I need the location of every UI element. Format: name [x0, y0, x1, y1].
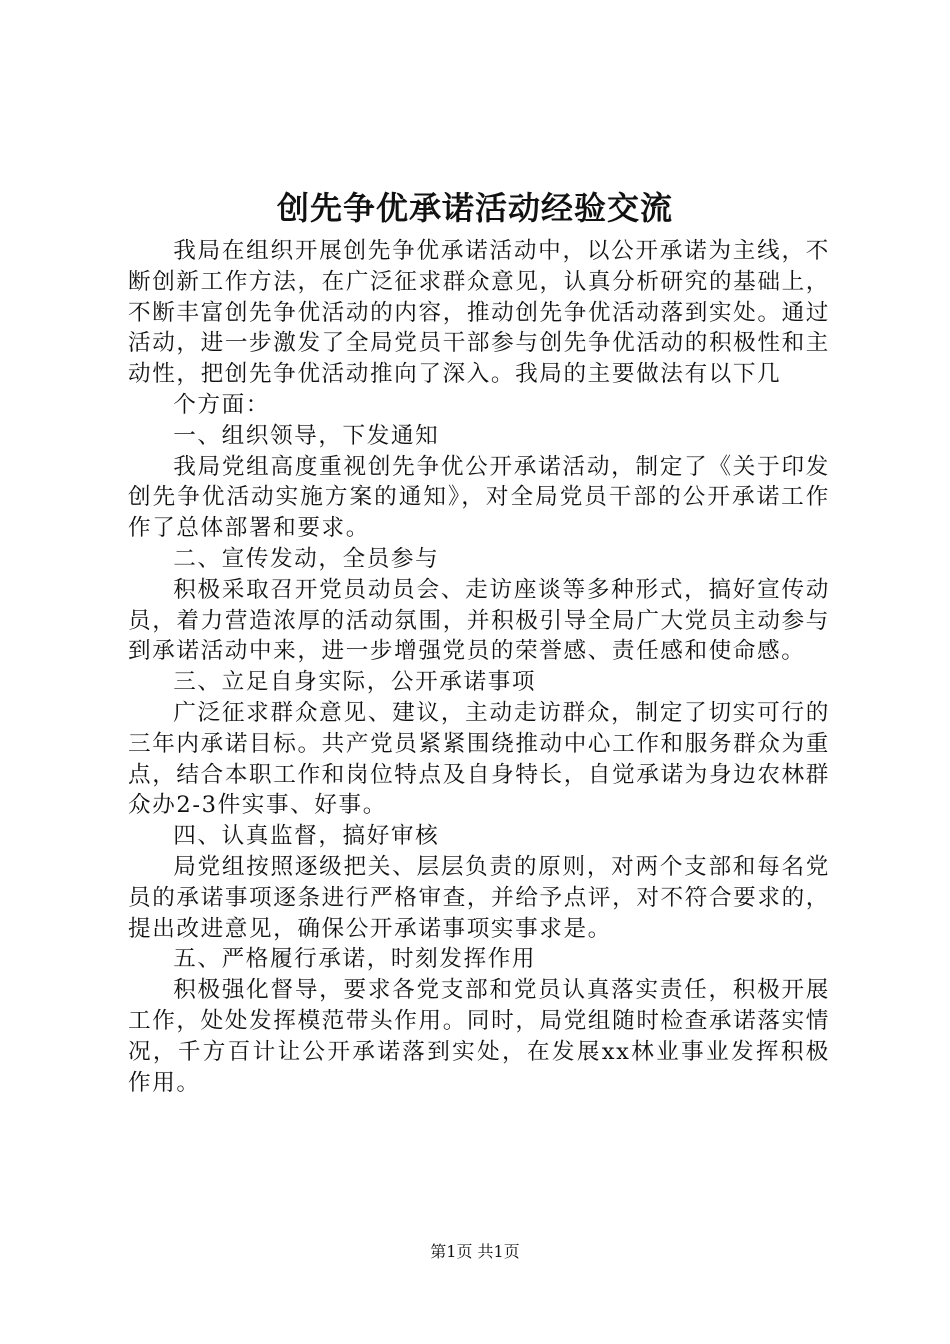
section-paragraph-5: 积极强化督导，要求各党支部和党员认真落实责任，积极开展工作，处处发挥模范带头作用。同时，局党组随时检查承诺落实情况，千方百计让公开承诺落到实处，在发展xx林业事业发挥积极作用。	[128, 977, 830, 1096]
section-paragraph-3: 广泛征求群众意见、建议，主动走访群众，制定了切实可行的三年内承诺目标。共产党员紧紧围绕推动中心工作和服务群众为重点，结合本职工作和岗位特点及自身特长，自觉承诺为身边农林群众办2-3件实事、好事。	[128, 699, 830, 819]
document-title: 创先争优承诺活动经验交流	[276, 189, 673, 227]
paragraph-intro-continued: 个方面：	[173, 391, 270, 418]
page-number-footer: 第1页 共1页	[430, 1242, 520, 1261]
paragraph-intro: 我局在组织开展创先争优承诺活动中，以公开承诺为主线，不断创新工作方法，在广泛征求群众意见，认真分析研究的基础上，不断丰富创先争优活动的内容，推动创先争优活动落到实处。通过活动，进一步激发了全局党员干部参与创先争优活动的积极性和主动性，把创先争优活动推向了深入。我局的主要做法有以下几	[128, 238, 830, 388]
section-paragraph-1: 我局党组高度重视创先争优公开承诺活动，制定了《关于印发创先争优活动实施方案的通知》，对全局党员干部的公开承诺工作作了总体部署和要求。	[128, 453, 830, 542]
section-heading-2: 二、宣传发动，全员参与	[173, 545, 440, 572]
section-heading-3: 三、立足自身实际，公开承诺事项	[173, 669, 537, 696]
section-heading-5: 五、严格履行承诺，时刻发挥作用	[173, 946, 537, 973]
section-heading-1: 一、组织领导，下发通知	[173, 422, 440, 449]
section-paragraph-4: 局党组按照逐级把关、层层负责的原则，对两个支部和每名党员的承诺事项逐条进行严格审查，并给予点评，对不符合要求的，提出改进意见，确保公开承诺事项实事求是。	[128, 853, 830, 942]
document-body	[128, 236, 830, 1098]
section-heading-4: 四、认真监督，搞好审核	[173, 823, 440, 850]
section-paragraph-2: 积极采取召开党员动员会、走访座谈等多种形式，搞好宣传动员，着力营造浓厚的活动氛围，并积极引导全局广大党员主动参与到承诺活动中来，进一步增强党员的荣誉感、责任感和使命感。	[128, 576, 830, 665]
